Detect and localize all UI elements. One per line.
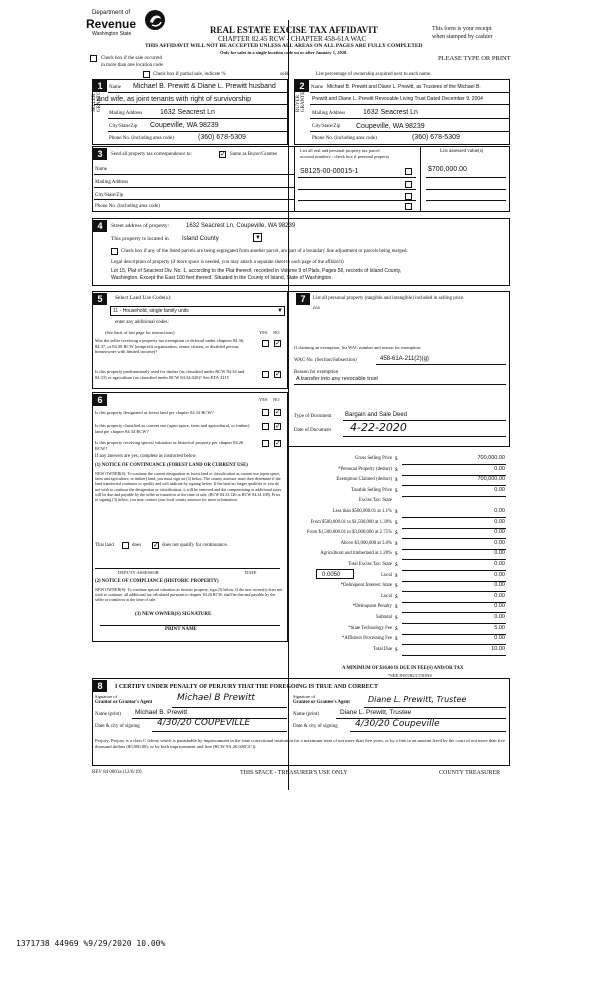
seller-phone[interactable]: (360) 678-5309 xyxy=(198,134,246,141)
minimum-note: A MINIMUM OF $10.00 IS DUE IN FEE(S) AND/OR TAX xyxy=(342,666,464,671)
tax-row-value[interactable]: 0.00 xyxy=(494,603,505,609)
receipt-note1: This form is your receipt xyxy=(432,26,492,32)
dept-name: Revenue xyxy=(86,17,137,31)
does-not-label: does not qualify for continuance. xyxy=(162,543,228,548)
multi-location-label: Check box if the sale occurred xyxy=(101,56,162,61)
buyer-city[interactable]: Coupeville, WA 98239 xyxy=(356,123,425,130)
grantee-name-label: Name (print) xyxy=(293,712,319,717)
receipt-note2: when stamped by cashier xyxy=(432,34,493,40)
partial-sale-checkbox[interactable] xyxy=(143,71,150,78)
s3-phone-label: Phone No. (including area code) xyxy=(95,204,160,209)
tax-row-currency: $ xyxy=(395,627,398,632)
section-4-badge: 4 xyxy=(93,220,107,232)
tax-row-currency: $ xyxy=(395,637,398,642)
tax-row-label: Gross Selling Price xyxy=(354,456,392,461)
s5-q1-no[interactable]: ✓ xyxy=(275,339,281,347)
grantor-name-label: Name (print) xyxy=(95,712,121,717)
s6-q1-yes[interactable] xyxy=(262,409,269,416)
county-select[interactable]: Island County xyxy=(182,236,219,242)
see-instructions-note: *SEE INSTRUCTIONS xyxy=(388,673,432,678)
chevron-down-icon: ▼ xyxy=(255,235,261,241)
personal-property-value[interactable]: n/a xyxy=(313,305,320,311)
tax-row-currency: $ xyxy=(395,563,398,568)
personal-property-checkbox-4[interactable] xyxy=(405,203,412,210)
grantee-date-city[interactable]: 4/30/20 Coupeville xyxy=(355,719,440,729)
grantee-sig-label1: Signature of xyxy=(293,694,316,699)
deputy-assessor-label: DEPUTY ASSESSOR xyxy=(118,570,159,575)
fold-line xyxy=(288,20,289,790)
tax-row-currency: $ xyxy=(395,595,398,600)
s6-yes-label: YES xyxy=(259,397,268,402)
section-6-badge: 6 xyxy=(93,394,107,406)
dor-logo xyxy=(86,8,178,44)
buyer-phone-label: Phone No. (including area code) xyxy=(312,136,377,141)
does-checkbox[interactable] xyxy=(122,542,129,549)
tax-row-currency: $ xyxy=(395,542,398,547)
chevron-down-icon: ▼ xyxy=(277,308,283,314)
tax-row-label: Above $3,000,000 at 3.0% xyxy=(340,541,392,546)
county-treasurer: COUNTY TREASURER xyxy=(439,770,501,776)
tax-row-value[interactable]: 5.00 xyxy=(494,625,505,631)
s6-q3: Is this property receiving special valuation as historical property per chapter 84.26 RCW? xyxy=(95,440,244,451)
tax-row-value[interactable]: 0.00 xyxy=(494,466,505,472)
seller-side-label: SELLER GRANTOR xyxy=(92,87,102,112)
reason-label: Reason for exemption xyxy=(294,370,339,375)
buyer-name-label: Name xyxy=(311,85,323,90)
tax-row-value[interactable]: 0.00 xyxy=(494,487,505,493)
buyer-name-cont[interactable]: Prewitt and Diane L. Prewitt Revocable Living Trust Dated December 9, 2004 xyxy=(312,96,483,102)
grantor-signature[interactable]: Michael B Prewitt xyxy=(177,693,255,703)
doc-type-label: Type of Document xyxy=(294,414,332,419)
tax-row-currency: $ xyxy=(395,605,398,610)
ownership-note: List percentage of ownership acquired next to each name. xyxy=(316,72,432,77)
street-value[interactable]: 1632 Seacrest Ln, Coupeville, WA 98239 xyxy=(186,223,296,229)
s3-name-label: Name xyxy=(95,167,107,172)
tax-row-value[interactable]: 0.00 xyxy=(494,614,505,620)
treasurer-space: THIS SPACE - TREASURER'S USE ONLY xyxy=(240,770,348,776)
dor-swirl-icon xyxy=(144,8,166,32)
tax-row-currency: $ xyxy=(395,489,398,494)
tax-row-currency: $ xyxy=(395,510,398,515)
partial-sale-label: Check box if partial sale, indicate % xyxy=(153,72,226,77)
deputy-date-label: DATE xyxy=(245,570,257,575)
tax-row-value[interactable]: 0.00 xyxy=(494,519,505,525)
grantee-date-label: Date & city of signing xyxy=(293,724,338,729)
multi-location-checkbox[interactable] xyxy=(90,55,97,62)
if-yes-note: If any answers are yes, complete as instructed below. xyxy=(95,454,197,459)
section-8-badge: 8 xyxy=(93,680,107,692)
parcels-header1: List all real and personal property tax parcel xyxy=(300,148,380,153)
certify-text: I CERTIFY UNDER PENALTY OF PERJURY THAT THE FOREGOING IS TRUE AND CORRECT xyxy=(115,684,378,690)
seller-city-label: City/State/Zip xyxy=(109,124,138,129)
see-back-label: (See back of last page for instructions) xyxy=(105,330,175,335)
grantor-date-label: Date & city of signing xyxy=(95,724,140,729)
tax-row-value[interactable]: 0.00 xyxy=(494,550,505,556)
s5-no-label: NO xyxy=(273,330,280,335)
dept-line1: Department of xyxy=(92,10,131,16)
personal-property-label: List all personal property (tangible and intangible) included in selling price. xyxy=(313,296,465,301)
tax-row-label: *Personal Property (deduct) xyxy=(338,467,392,472)
tax-row-label: Less than $500,000.01 at 1.1% xyxy=(332,509,392,514)
same-as-buyer-label: Same as Buyer/Grantee xyxy=(230,152,278,157)
tax-row-label: *Delinquent Penalty xyxy=(352,604,392,609)
buyer-phone[interactable]: (360) 678-5309 xyxy=(412,134,460,141)
doc-date-value[interactable]: 4-22-2020 xyxy=(350,421,407,434)
form-title: REAL ESTATE EXCISE TAX AFFIDAVIT xyxy=(210,25,378,35)
legal-line2[interactable]: Washington. Except the East 100 feet thereof. Situated in the County of Island, State of Washington. xyxy=(111,275,333,281)
county-dropdown[interactable] xyxy=(253,233,262,242)
rev-number: REV 84 0001a (12/6/19) xyxy=(92,770,142,775)
tax-row-currency: $ xyxy=(395,478,398,483)
tax-row-currency: $ xyxy=(395,468,398,473)
land-use-select[interactable] xyxy=(110,306,285,316)
parcel-number[interactable]: S8125-00-00015-1 xyxy=(300,168,359,175)
doc-date-label: Date of Document xyxy=(294,428,331,433)
tax-row-label: Taxable Selling Price xyxy=(351,488,392,493)
tax-row-label: *Delinquent Interest: State xyxy=(340,583,392,588)
notice2-body: NEW OWNER(S): To continue special valuation as historic property, sign (3) below. If the new owner(s) does not wish to continue, all additional tax calculated pursuant to chapter 84.26 RCW, shall be due and payable by the seller or transferor at the time of sale. xyxy=(95,587,283,603)
print-note: PLEASE TYPE OR PRINT xyxy=(438,55,511,62)
s5-yes-label: YES xyxy=(259,330,268,335)
section-8 xyxy=(92,678,510,766)
s3-city-label: City/State/Zip xyxy=(95,193,124,198)
buyer-side-label: BUYER GRANTEE xyxy=(296,88,306,112)
assessed-header: List assessed value(s) xyxy=(440,149,484,154)
same-as-buyer-checkbox[interactable]: ✓ xyxy=(220,150,226,158)
tax-row-value[interactable]: 700,000.00 xyxy=(477,476,505,482)
exemption-intro: If claiming an exemption, list WAC number and reason for exemption: xyxy=(294,345,422,350)
notice1-body: NEW OWNER(S): To continue the current designation as forest land or classification as current use (open space, farm and agriculture, or timber) land, you must sign on (3) below. The county assessor must then determine if the land transferred continues to qualify and will indicate by signing below. If the land no longer qualifies or you do not wish to continue the designation or classification, it will be removed and the compensating or additional taxes will be due and payable by the seller or transferor at the time of sale. (RCW 84.33.140 or RCW 84.34.108). Prior to signing (3) below, you may contact your local county assessor for more information. xyxy=(95,471,282,503)
section-2-badge: 2 xyxy=(295,80,309,92)
tax-row-currency: $ xyxy=(395,648,398,653)
tax-row-value[interactable]: 0.00 xyxy=(494,561,505,567)
wac-value[interactable]: 458-61A-211(2)(g) xyxy=(380,356,429,362)
segregated-label: Check box if any of the listed parcels are being segregated from another parcel, are part of a boundary line adjustment or parcels being merged. xyxy=(121,249,408,254)
legal-line1[interactable]: Lot 15, Plat of Seacrest Div. No. 1, according to the Plat thereof, recorded in Volume 9 of Plats, Pages 56, records of Island County, xyxy=(111,268,402,274)
tax-row-label: Total Due xyxy=(373,647,392,652)
grantee-signature[interactable]: Diane L. Prewitt, Trustee xyxy=(368,695,467,704)
notice1-title: (1) NOTICE OF CONTINUANCE (FOREST LAND OR CURRENT USE) xyxy=(95,463,248,468)
grantor-name[interactable]: Michael B. Prewitt xyxy=(135,709,188,716)
s6-q2: Is this property classified as current use (open space, farm and agricultural, or timber) land per chapter 84.34 RCW? xyxy=(95,423,250,434)
tax-row-value[interactable]: 700,000.00 xyxy=(477,455,505,461)
street-label: Street address of property: xyxy=(111,223,170,229)
seller-city[interactable]: Coupeville, WA 98239 xyxy=(150,122,219,129)
tax-row-label: Excise Tax: State xyxy=(358,498,392,503)
tax-row-currency: $ xyxy=(395,584,398,589)
s5-q2: Is this property predominantly used for timber (as classified under RCW 84.34 and 84.33) or agriculture (as classified under RCW 84.34.020)? See ETA 3215 xyxy=(95,369,245,380)
s3-mailing-label: Mailing Address xyxy=(95,180,129,185)
seller-mailing-label: Mailing Address xyxy=(109,111,143,116)
send-correspondence-label: Send all property tax correspondence to: xyxy=(111,152,192,157)
section-3-badge: 3 xyxy=(93,148,107,160)
only-sales-note: Only for sales in a single location code on or after January 1, 2020. xyxy=(220,50,348,55)
s5-q2-yes[interactable] xyxy=(262,371,269,378)
tax-row-value[interactable]: 0.00 xyxy=(494,508,505,514)
tax-row-label: From $500,000.01 to $1,500,000 at 1.28% xyxy=(310,520,392,525)
tax-row-currency: $ xyxy=(395,531,398,536)
doc-type-value[interactable]: Bargain and Sale Deed xyxy=(345,412,408,418)
s6-q1: Is this property designated as forest land per chapter 84.33 RCW? xyxy=(95,410,214,415)
notice2-title: (2) NOTICE OF COMPLIANCE (HISTORIC PROPERTY) xyxy=(95,579,219,584)
personal-property-checkbox-1[interactable] xyxy=(405,168,412,175)
tax-row-value[interactable]: 10.00 xyxy=(491,646,505,652)
seller-mailing[interactable]: 1632 Seacrest Ln xyxy=(160,109,215,116)
tax-row-label: Exemption Claimed (deduct) xyxy=(336,477,392,482)
wac-label: WAC No. (Section/Subsection) xyxy=(294,358,357,363)
s6-q2-yes[interactable] xyxy=(262,423,269,430)
grantor-sig-label1: Signature of xyxy=(95,694,118,699)
local-rate-value: 0.0050 xyxy=(322,572,341,578)
s6-q3-no[interactable]: ✓ xyxy=(275,439,281,447)
grantee-name[interactable]: Diane L. Prewitt, Trustee xyxy=(340,709,412,716)
section-7-badge: 7 xyxy=(296,293,310,305)
tax-row-label: Total Excise Tax: State xyxy=(347,562,392,567)
tax-row-currency: $ xyxy=(395,457,398,462)
s6-q2-no[interactable]: ✓ xyxy=(275,422,281,430)
s5-q1-yes[interactable] xyxy=(262,340,269,347)
s6-q3-yes[interactable] xyxy=(262,440,269,447)
personal-property-checkbox-3[interactable] xyxy=(405,193,412,200)
grantor-sig-label2: Grantor or Grantor's Agent xyxy=(95,700,153,705)
buyer-mailing-label: Mailing Address xyxy=(312,111,346,116)
tax-row-label: *Affidavit Processing Fee xyxy=(341,636,392,641)
seller-name-cont[interactable]: and wife, as joint tenants with right of survivorship xyxy=(97,96,252,103)
tax-row-value[interactable]: 0.00 xyxy=(494,540,505,546)
land-use-label: Select Land Use Code(s): xyxy=(115,295,172,301)
buyer-name[interactable]: Michael B. Prewitt and Diane L. Prewitt, as Trustees of the Michael B. xyxy=(327,84,481,90)
seller-name-label: Name xyxy=(109,85,121,90)
s5-q2-no[interactable]: ✓ xyxy=(275,370,281,378)
tax-row-currency: $ xyxy=(395,521,398,526)
tax-row-value[interactable]: 0.00 xyxy=(494,635,505,641)
tax-row-label: Local xyxy=(381,594,392,599)
s5-q1: Was the seller receiving a property tax exemption or deferral under chapters 84.36, 84.37, or 84.38 RCW (nonprofit organization, senior citizen, or disabled person, homeowner with limited income)? xyxy=(95,338,245,354)
s6-no-label: NO xyxy=(273,397,280,402)
section-1-badge: 1 xyxy=(93,80,107,92)
tax-row-value[interactable]: 0.00 xyxy=(494,572,505,578)
personal-property-checkbox-2[interactable] xyxy=(405,181,412,188)
seller-name[interactable]: Michael B. Prewitt & Diane L. Prewitt husband xyxy=(133,83,276,90)
tax-row-value[interactable]: 0.00 xyxy=(494,593,505,599)
form-notice: THIS AFFIDAVIT WILL NOT BE ACCEPTED UNLESS ALL AREAS ON ALL PAGES ARE FULLY COMPLETED xyxy=(145,43,423,49)
legal-label: Legal description of property (if more space is needed, you may attach a separate sheet to each page of the affidavit) xyxy=(111,260,344,265)
dept-state: Washington State xyxy=(92,31,132,37)
buyer-city-label: City/State/Zip xyxy=(312,124,341,129)
tax-row-label: Local xyxy=(381,573,392,578)
reason-value[interactable]: A transfer into any revocable trust xyxy=(296,376,378,382)
tax-row-label: Subtotal xyxy=(376,615,392,620)
assessed-value[interactable]: $700,000.00 xyxy=(428,166,467,173)
seller-phone-label: Phone No. (including area code) xyxy=(109,136,174,141)
does-not-checkbox[interactable]: ✓ xyxy=(153,541,159,549)
grantor-date-city[interactable]: 4/30/20 COUPEVILLE xyxy=(157,718,251,728)
tax-row-value[interactable]: 0.00 xyxy=(494,582,505,588)
signature3-label: (3) NEW OWNER(S) SIGNATURE xyxy=(135,612,212,617)
additional-codes-label: enter any additional codes: xyxy=(115,320,169,325)
tax-row-value[interactable]: 0.00 xyxy=(494,529,505,535)
tax-row-label: Agricultural and timberland at 1.28% xyxy=(320,551,392,556)
local-rate-box[interactable] xyxy=(316,569,354,579)
grantee-sig-label2: Grantee or Grantee's Agent xyxy=(293,700,350,705)
section-5-badge: 5 xyxy=(93,293,107,305)
recording-stamp: 1371738 44969 %9/29/2020 10.00% xyxy=(16,939,166,948)
tax-row-currency: $ xyxy=(395,552,398,557)
form-chapter: CHAPTER 82.45 RCW - CHAPTER 458-61A WAC xyxy=(218,35,367,43)
partial-sold-label: sold. xyxy=(280,72,290,77)
tax-row-label: *State Technology Fee xyxy=(348,626,392,631)
tax-row-currency: $ xyxy=(395,616,398,621)
s6-q1-no[interactable]: ✓ xyxy=(275,408,281,416)
does-label: does xyxy=(132,543,142,548)
land-use-value: 11 - Household, single family units xyxy=(113,308,189,314)
segregated-checkbox[interactable] xyxy=(111,248,118,255)
tax-row-label: From $1,500,000.01 to $3,000,000 at 2.75% xyxy=(306,530,392,535)
located-label: This property is located in xyxy=(111,236,169,242)
print-name-label: PRINT NAME xyxy=(165,627,197,632)
this-land-label: This land xyxy=(95,543,114,548)
multi-location-label2: in more than one location code xyxy=(101,63,163,68)
tax-row-currency: $ xyxy=(395,574,398,579)
parcels-header2: account numbers - check box if personal property xyxy=(300,154,390,159)
buyer-mailing[interactable]: 1632 Seacrest Ln xyxy=(363,109,418,116)
perjury-text: Perjury: Perjury is a class C felony which is punishable by imprisonment in the state correctional institution for a maximum term of not more than five years, or by a fine in an amount fixed by the court of not more than five thousand dollars ($5,000.00), or by both imprisonment and fine (RCW 9A.20.020(1C)). xyxy=(95,738,505,749)
